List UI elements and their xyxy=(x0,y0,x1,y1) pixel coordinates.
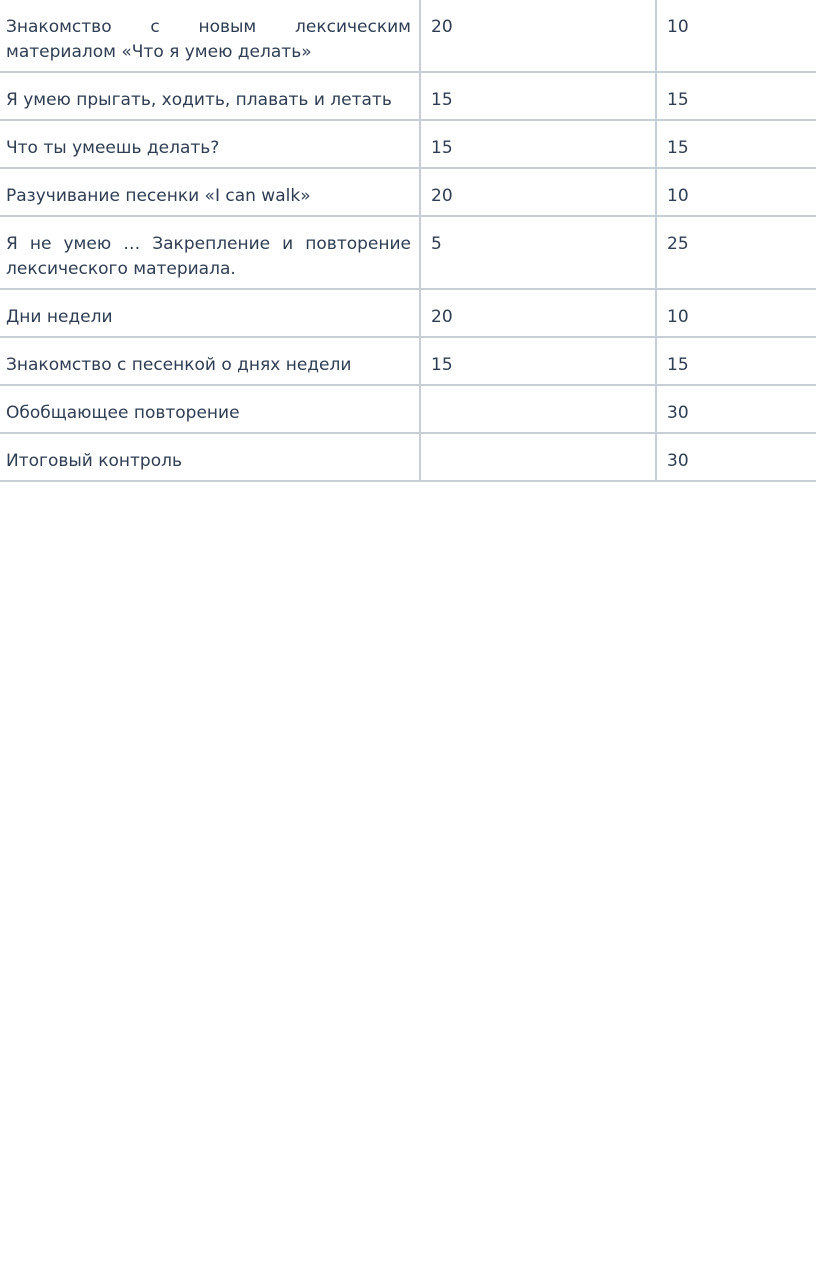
table-row xyxy=(0,385,816,433)
table-row xyxy=(0,433,816,481)
topic-cell: Я умею прыгать, ходить, плавать и летать xyxy=(0,72,420,120)
hours-cell-a: 20 xyxy=(420,168,656,216)
hours-cell-a: 15 xyxy=(420,72,656,120)
topic-cell: Знакомство с новым лексическим материалом «Что я умею делать» xyxy=(0,0,420,72)
hours-cell-a: 15 xyxy=(420,337,656,385)
table-row xyxy=(0,120,816,168)
lesson-plan-table xyxy=(0,0,816,482)
hours-cell-a xyxy=(420,385,656,433)
hours-cell-b: 30 xyxy=(656,385,816,433)
topic-cell: Я не умею … Закрепление и повторение лексического материала. xyxy=(0,216,420,289)
topic-cell: Что ты умеешь делать? xyxy=(0,120,420,168)
hours-cell-b: 10 xyxy=(656,0,816,72)
topic-cell: Знакомство с песенкой о днях недели xyxy=(0,337,420,385)
hours-cell-b: 10 xyxy=(656,289,816,337)
hours-cell-b: 10 xyxy=(656,168,816,216)
table-row xyxy=(0,0,816,72)
table-row xyxy=(0,72,816,120)
topic-cell: Обобщающее повторение xyxy=(0,385,420,433)
table-row xyxy=(0,168,816,216)
table-row xyxy=(0,337,816,385)
hours-cell-a xyxy=(420,433,656,481)
hours-cell-a: 20 xyxy=(420,0,656,72)
table-row xyxy=(0,216,816,289)
hours-cell-a: 20 xyxy=(420,289,656,337)
hours-cell-b: 25 xyxy=(656,216,816,289)
hours-cell-a: 5 xyxy=(420,216,656,289)
hours-cell-b: 15 xyxy=(656,120,816,168)
table-row xyxy=(0,289,816,337)
topic-cell: Дни недели xyxy=(0,289,420,337)
hours-cell-b: 30 xyxy=(656,433,816,481)
hours-cell-b: 15 xyxy=(656,72,816,120)
topic-cell: Итоговый контроль xyxy=(0,433,420,481)
topic-cell: Разучивание песенки «I can walk» xyxy=(0,168,420,216)
hours-cell-a: 15 xyxy=(420,120,656,168)
hours-cell-b: 15 xyxy=(656,337,816,385)
